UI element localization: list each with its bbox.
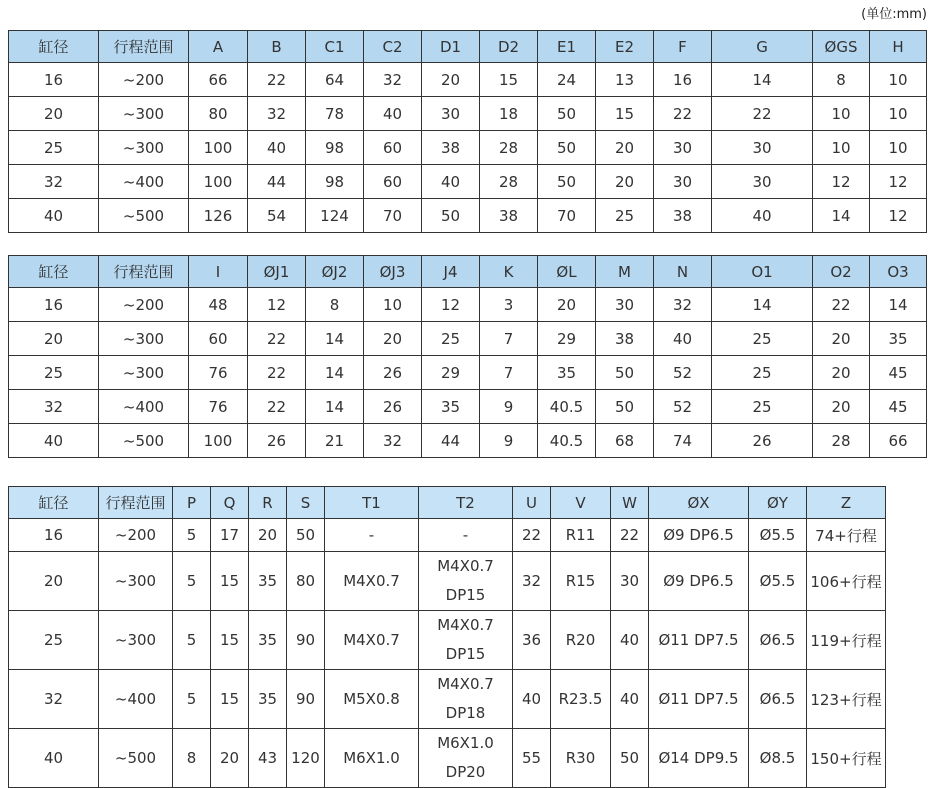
column-header: C1 [306,31,364,63]
table-cell: M4X0.7 [325,552,419,611]
unit-label: (单位:mm) [861,7,927,22]
table-cell: 35 [870,322,927,356]
table-cell: 76 [189,390,248,424]
column-header: G [712,31,813,63]
table-cell: 15 [211,670,249,729]
column-header: ØY [749,487,807,519]
column-header: O3 [870,256,927,288]
table-cell: 16 [654,63,712,97]
table-row [9,390,927,424]
table-cell: 66 [189,63,248,97]
table-cell: 22 [248,356,306,390]
table-cell: 22 [611,519,649,552]
table-row [9,729,886,788]
table-cell: 28 [480,165,538,199]
table-cell: 40 [513,670,551,729]
table-cell: 106+行程 [807,552,886,611]
table-cell: 20 [813,390,870,424]
table-cell: 40 [9,199,99,233]
table-cell: 45 [870,356,927,390]
table-cell: ~300 [99,97,189,131]
table-cell: 7 [480,356,538,390]
table-cell: ~400 [99,670,173,729]
table-header-row [9,487,886,519]
column-header: W [611,487,649,519]
column-header: B [248,31,306,63]
table-cell: 14 [712,63,813,97]
table-cell: Ø11 DP7.5 [649,611,749,670]
table-cell: 35 [249,552,287,611]
table-row [9,199,927,233]
table-cell: Ø5.5 [749,552,807,611]
table-cell: ~300 [99,356,189,390]
table-cell: 40 [611,670,649,729]
table-cell: 50 [538,165,596,199]
table-cell: 14 [870,288,927,322]
table-cell: 90 [287,670,325,729]
table-cell: 40.5 [538,390,596,424]
table-cell: 70 [538,199,596,233]
table-cell: 119+行程 [807,611,886,670]
table-cell: Ø6.5 [749,611,807,670]
table-cell: 100 [189,131,248,165]
column-header: A [189,31,248,63]
table-cell: 32 [364,63,422,97]
table-cell: 29 [538,322,596,356]
table-cell: 100 [189,165,248,199]
table-cell: 78 [306,97,364,131]
table-cell: 50 [538,97,596,131]
table-cell: 12 [422,288,480,322]
table-cell: 5 [173,552,211,611]
table-cell: 10 [813,97,870,131]
table-cell: 20 [813,356,870,390]
column-header: 行程范围 [99,487,173,519]
table-cell: 60 [189,322,248,356]
column-header: N [654,256,712,288]
table-cell: 60 [364,165,422,199]
table-cell: 66 [870,424,927,458]
table-row [9,670,886,729]
table-cell: 17 [211,519,249,552]
table-cell: 40 [654,322,712,356]
table-cell: 3 [480,288,538,322]
table-cell: 30 [422,97,480,131]
dimension-table-3 [8,486,886,788]
table-cell: 80 [189,97,248,131]
table-cell: 24 [538,63,596,97]
table-row [9,611,886,670]
table-cell: 74 [654,424,712,458]
table-cell: 76 [189,356,248,390]
column-header: M [596,256,654,288]
table-cell: 22 [513,519,551,552]
table-cell: 7 [480,322,538,356]
table-cell: 16 [9,63,99,97]
table-cell: 10 [813,131,870,165]
table-cell: 9 [480,390,538,424]
table-row [9,552,886,611]
table-cell: 5 [173,611,211,670]
table-cell: 50 [422,199,480,233]
column-header: F [654,31,712,63]
table-row [9,288,927,322]
column-header: ØGS [813,31,870,63]
table-cell: - [419,519,513,552]
table-cell: 40 [611,611,649,670]
table-cell: 30 [712,131,813,165]
table-cell: 10 [870,63,927,97]
table-cell: 30 [654,131,712,165]
table-cell: 50 [287,519,325,552]
table-cell: ~500 [99,729,173,788]
table-cell: 14 [712,288,813,322]
column-header: V [551,487,611,519]
table-cell: 40 [364,97,422,131]
table-cell: 22 [712,97,813,131]
table-cell: 26 [364,390,422,424]
table-cell: M4X0.7 DP18 [419,670,513,729]
table-cell: 35 [249,611,287,670]
column-header: I [189,256,248,288]
table-cell: 22 [248,390,306,424]
table-cell: Ø9 DP6.5 [649,552,749,611]
table-cell: 25 [422,322,480,356]
column-header: ØJ1 [248,256,306,288]
table-cell: 8 [306,288,364,322]
column-header: ØJ2 [306,256,364,288]
table-cell: M4X0.7 [325,611,419,670]
table-cell: ~300 [99,552,173,611]
column-header: Z [807,487,886,519]
column-header: P [173,487,211,519]
table-cell: 10 [870,131,927,165]
table-cell: 25 [712,390,813,424]
column-header: K [480,256,538,288]
table-cell: 70 [364,199,422,233]
table-cell: M4X0.7 DP15 [419,611,513,670]
table-cell: 26 [248,424,306,458]
table-cell: 40 [248,131,306,165]
table-row [9,63,927,97]
table-cell: ~500 [99,424,189,458]
table-cell: 12 [870,199,927,233]
table-cell: 64 [306,63,364,97]
table-cell: 123+行程 [807,670,886,729]
table-cell: 44 [248,165,306,199]
column-header: 缸径 [9,31,99,63]
table-cell: 20 [422,63,480,97]
table-cell: 126 [189,199,248,233]
table-cell: 12 [870,165,927,199]
table-cell: ~200 [99,288,189,322]
column-header: ØJ3 [364,256,422,288]
table-cell: 20 [596,165,654,199]
table-cell: 50 [611,729,649,788]
table-cell: R15 [551,552,611,611]
table-cell: Ø14 DP9.5 [649,729,749,788]
table-cell: 20 [211,729,249,788]
table-cell: 25 [712,322,813,356]
column-header: C2 [364,31,422,63]
table-cell: 20 [9,552,99,611]
table-cell: 32 [9,165,99,199]
column-header: 缸径 [9,256,99,288]
table-cell: 80 [287,552,325,611]
column-header: D2 [480,31,538,63]
table-cell: Ø11 DP7.5 [649,670,749,729]
table-cell: 25 [9,131,99,165]
table-cell: 30 [712,165,813,199]
table-cell: Ø5.5 [749,519,807,552]
table-cell: 30 [611,552,649,611]
column-header: 行程范围 [99,31,189,63]
table-cell: 40 [712,199,813,233]
table-cell: 38 [596,322,654,356]
column-header: J4 [422,256,480,288]
table-cell: 20 [9,97,99,131]
table-cell: 13 [596,63,654,97]
column-header: 缸径 [9,487,99,519]
table-cell: 48 [189,288,248,322]
table-cell: 32 [654,288,712,322]
column-header: R [249,487,287,519]
table-cell: 98 [306,131,364,165]
table-cell: 54 [248,199,306,233]
table-cell: 22 [248,63,306,97]
table-header-row [9,256,927,288]
column-header: D1 [422,31,480,63]
table-cell: 21 [306,424,364,458]
table-cell: ~500 [99,199,189,233]
table-cell: 15 [596,97,654,131]
table-cell: 20 [364,322,422,356]
table-cell: ~300 [99,611,173,670]
table-cell: 12 [813,165,870,199]
table-cell: 60 [364,131,422,165]
table-cell: 38 [654,199,712,233]
table-cell: 20 [249,519,287,552]
table-cell: - [325,519,419,552]
table-cell: 8 [813,63,870,97]
table-cell: 25 [596,199,654,233]
column-header: T1 [325,487,419,519]
table-cell: 150+行程 [807,729,886,788]
table-cell: 14 [306,356,364,390]
table-cell: 20 [596,131,654,165]
table-cell: 40 [422,165,480,199]
table-cell: 124 [306,199,364,233]
table-cell: 25 [9,356,99,390]
table-cell: 32 [513,552,551,611]
table-cell: 28 [813,424,870,458]
table-cell: 9 [480,424,538,458]
table-cell: M4X0.7 DP15 [419,552,513,611]
table-cell: 74+行程 [807,519,886,552]
column-header: E1 [538,31,596,63]
column-header: S [287,487,325,519]
table-cell: 35 [538,356,596,390]
table-cell: ~300 [99,322,189,356]
table-row [9,131,927,165]
table-cell: Ø6.5 [749,670,807,729]
table-cell: M6X1.0 DP20 [419,729,513,788]
table-cell: 55 [513,729,551,788]
table-cell: 28 [480,131,538,165]
column-header: ØX [649,487,749,519]
table-cell: 15 [211,552,249,611]
table-row [9,424,927,458]
table-cell: ~400 [99,390,189,424]
table-cell: 40.5 [538,424,596,458]
table-cell: 45 [870,390,927,424]
table-cell: 22 [248,322,306,356]
table-cell: R23.5 [551,670,611,729]
table-cell: 35 [249,670,287,729]
table-cell: 32 [364,424,422,458]
table-cell: ~400 [99,165,189,199]
table-cell: 20 [813,322,870,356]
table-cell: 40 [9,729,99,788]
table-cell: 36 [513,611,551,670]
table-cell: 14 [813,199,870,233]
table-cell: 43 [249,729,287,788]
table-cell: 50 [538,131,596,165]
table-cell: 25 [9,611,99,670]
table-row [9,165,927,199]
table-cell: 44 [422,424,480,458]
column-header: 行程范围 [99,256,189,288]
column-header: O1 [712,256,813,288]
table-cell: 5 [173,519,211,552]
table-cell: 50 [596,390,654,424]
table-cell: 22 [654,97,712,131]
column-header: Q [211,487,249,519]
table-cell: 25 [712,356,813,390]
table-cell: R11 [551,519,611,552]
table-cell: 35 [422,390,480,424]
table-cell: Ø9 DP6.5 [649,519,749,552]
column-header: U [513,487,551,519]
column-header: T2 [419,487,513,519]
table-cell: 20 [538,288,596,322]
table-cell: 38 [422,131,480,165]
table-cell: R30 [551,729,611,788]
dimension-table-2 [8,255,927,458]
table-cell: 5 [173,670,211,729]
column-header: ØL [538,256,596,288]
table-cell: 52 [654,390,712,424]
table-row [9,356,927,390]
table-cell: 52 [654,356,712,390]
column-header: E2 [596,31,654,63]
table-cell: 90 [287,611,325,670]
table-cell: 8 [173,729,211,788]
table-cell: M5X0.8 [325,670,419,729]
table-cell: 15 [211,611,249,670]
table-cell: 14 [306,322,364,356]
table-cell: 32 [248,97,306,131]
table-cell: 32 [9,670,99,729]
table-cell: 120 [287,729,325,788]
table-cell: ~200 [99,519,173,552]
dimension-table-1 [8,30,927,233]
table-header-row [9,31,927,63]
table-cell: 20 [9,322,99,356]
table-cell: 16 [9,519,99,552]
table-cell: 26 [712,424,813,458]
table-cell: 26 [364,356,422,390]
table-cell: 40 [9,424,99,458]
table-cell: 30 [654,165,712,199]
table-cell: 32 [9,390,99,424]
table-cell: 14 [306,390,364,424]
table-cell: 16 [9,288,99,322]
table-cell: 10 [364,288,422,322]
column-header: O2 [813,256,870,288]
table-cell: R20 [551,611,611,670]
table-cell: 100 [189,424,248,458]
table-cell: 50 [596,356,654,390]
table-cell: 10 [870,97,927,131]
table-cell: 38 [480,199,538,233]
table-cell: Ø8.5 [749,729,807,788]
table-cell: 98 [306,165,364,199]
table-cell: 15 [480,63,538,97]
table-cell: M6X1.0 [325,729,419,788]
table-row [9,97,927,131]
table-cell: 29 [422,356,480,390]
table-row [9,519,886,552]
table-cell: 68 [596,424,654,458]
table-cell: 30 [596,288,654,322]
table-cell: 12 [248,288,306,322]
table-cell: 18 [480,97,538,131]
table-cell: ~300 [99,131,189,165]
column-header: H [870,31,927,63]
table-row [9,322,927,356]
table-cell: 22 [813,288,870,322]
table-cell: ~200 [99,63,189,97]
